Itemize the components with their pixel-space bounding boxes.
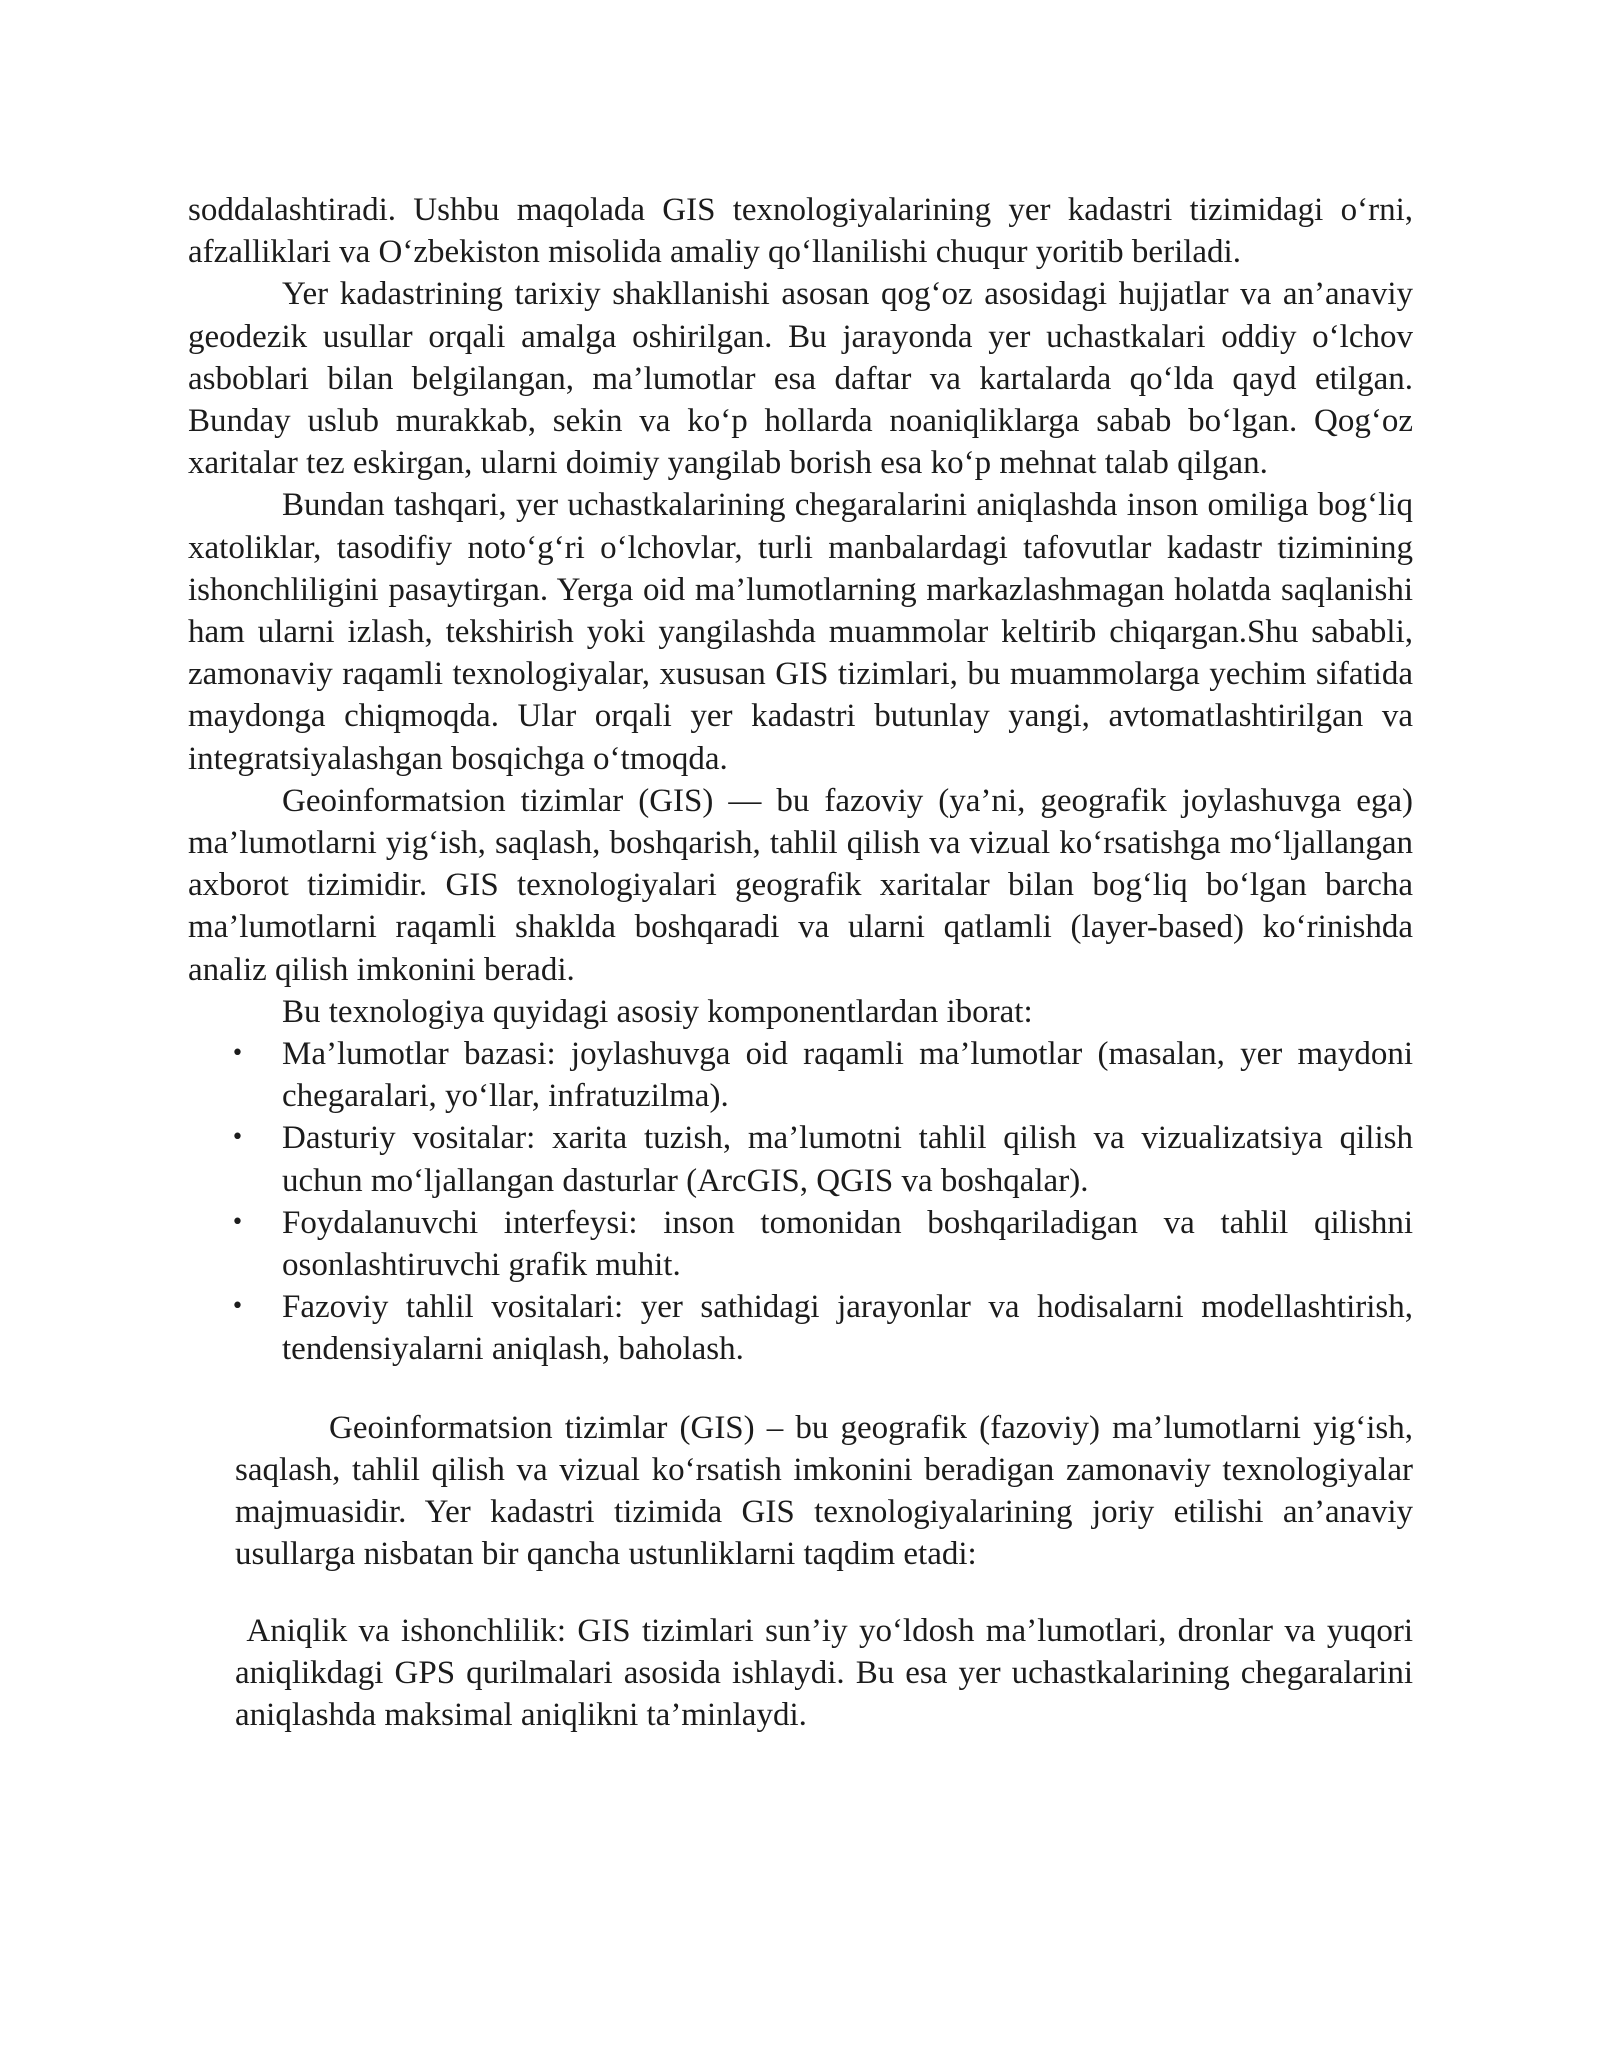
bullet-icon: • <box>231 1125 244 1151</box>
paragraph-problems: Bundan tashqari, yer uchastkalarining chegaralarini aniqlashda inson omiliga bog‘liq xatoliklar, tasodifiy noto‘g‘ri o‘lchovlar, turli manbalardagi tafovutlar kadastr tizimining ishonchliligini pasaytirgan. Yerga oid ma’lumotlarning markazlashmagan holatda saqlanishi ham ularni izlash, tekshirish yoki yangilashda muammolar keltirib chiqargan.Shu sababli, zamonaviy raqamli texnologiyalar, xususan GIS tizimlari, bu muammolarga yechim sifatida maydonga chiqmoqda. Ular orqali yer kadastri butunlay yangi, avtomatlashtirilgan va integratsiyalashgan bosqichga o‘tmoqda. <box>188 487 1413 777</box>
components-list <box>188 1033 1413 1371</box>
paragraph-accuracy: Aniqlik va ishonchlilik: GIS tizimlari sun’iy yo‘ldosh ma’lumotlari, dronlar va yuqori aniqlikdagi GPS qurilmalari asosida ishlaydi. Bu esa yer uchastkalarining chegaralarini aniqlashda maksimal aniqlikni ta’minlaydi. <box>235 1612 1422 1733</box>
bullet-icon: • <box>231 1209 244 1235</box>
closing-section <box>188 1407 1422 1736</box>
spacer <box>235 1576 1413 1610</box>
list-item-text: Foydalanuvchi interfeysi: inson tomonidan boshqariladigan va tahlil qilishni osonlashtiruvchi grafik muhit. <box>282 1204 1413 1284</box>
spacer <box>188 1371 1413 1407</box>
paragraph-gis-advantages: Geoinformatsion tizimlar (GIS) – bu geografik (fazoviy) ma’lumotlarni yig‘ish, saqlash, tahlil qilish va vizual ko‘rsatish imkonini beradigan zamonaviy texnologiyalar majmuasidir. Yer kadastri tizimida GIS texnologiyalarining joriy etilishi an’anaviy usullarga nisbatan bir qancha ustunliklarni taqdim etadi: <box>235 1409 1413 1573</box>
paragraph-components-intro: Bu texnologiya quyidagi asosiy komponentlardan iborat: <box>282 993 1033 1030</box>
list-item <box>188 1033 1413 1117</box>
paragraph-history: Yer kadastrining tarixiy shakllanishi asosan qog‘oz asosidagi hujjatlar va an’anaviy geodezik usullar orqali amalga oshirilgan. Bu jarayonda yer uchastkalari oddiy o‘lchov asboblari bilan belgilangan, ma’lumotlar esa daftar va kartalarda qo‘lda qayd etilgan. Bunday uslub murakkab, sekin va ko‘p hollarda noaniqliklarga sabab bo‘lgan. Qog‘oz xaritalar tez eskirgan, ularni doimiy yangilab borish esa ko‘p mehnat talab qilgan. <box>188 276 1413 482</box>
list-item <box>188 1286 1413 1370</box>
list-item-text: Fazoviy tahlil vositalari: yer sathidagi jarayonlar va hodisalarni modellashtirish, tendensiyalarni aniqlash, baholash. <box>282 1289 1413 1368</box>
list-item <box>188 1202 1413 1286</box>
paragraph-intro-continuation: soddalashtiradi. Ushbu maqolada GIS texnologiyalarining yer kadastri tizimidagi o‘rni, afzalliklari va O‘zbekiston misolida amaliy qo‘llanilishi chuqur yoritib beriladi. <box>188 192 1413 271</box>
bullet-icon: • <box>231 1294 244 1320</box>
list-item-text: Ma’lumotlar bazasi: joylashuvga oid raqamli ma’lumotlar (masalan, yer maydoni chegaralari, yo‘llar, infratuzilma). <box>282 1036 1413 1115</box>
list-item-text: Dasturiy vositalar: xarita tuzish, ma’lumotni tahlil qilish va vizualizatsiya qilish uchun mo‘ljallangan dasturlar (ArcGIS, QGIS va boshqalar). <box>282 1120 1413 1199</box>
list-item <box>188 1117 1413 1201</box>
bullet-icon: • <box>231 1041 244 1067</box>
paragraph-gis-definition: Geoinformatsion tizimlar (GIS) — bu fazoviy (ya’ni, geografik joylashuvga ega) ma’lumotlarni yig‘ish, saqlash, boshqarish, tahlil qilish va vizual ko‘rsatishga mo‘ljallangan axborot tizimidir. GIS texnologiyalari geografik xaritalar bilan bog‘liq bo‘lgan barcha ma’lumotlarni raqamli shaklda boshqaradi va ularni qatlamli (layer-based) ko‘rinishda analiz qilish imkonini beradi. <box>188 782 1413 988</box>
